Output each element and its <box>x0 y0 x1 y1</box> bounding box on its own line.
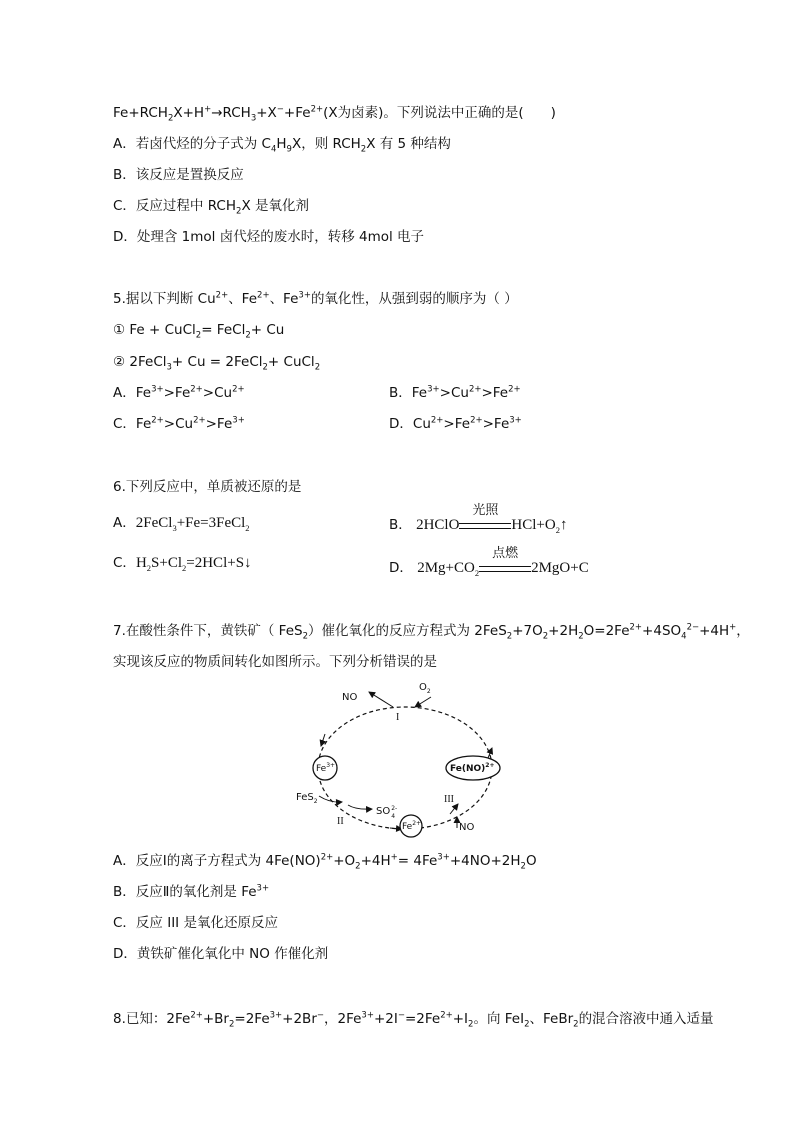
label-reaction-iii: III <box>444 794 454 805</box>
q6-condition-ignite: 点燃 <box>492 546 519 561</box>
q5-option-b: B．$Fe^{3+}>Cu^{2+}>Fe^{2+}$ <box>389 384 521 401</box>
label-no-top: NO <box>342 692 358 703</box>
label-o2: $O_2$ <box>419 682 431 695</box>
q4-option-c: C．反应过程中 $RCH_2X$ 是氧化剂 <box>113 198 309 217</box>
q6-option-a: A．2FeCl$_3$+Fe=3FeCl$_2$ <box>113 515 250 533</box>
q7-option-c: C．反应 III 是氧化还原反应 <box>113 915 278 931</box>
node-fe3: $Fe^{3+}$ <box>316 762 336 774</box>
q6-option-d: D． $2Mg+CO_2$ 点燃 2MgO+C <box>389 546 589 578</box>
q5-stem: 5.据以下判断 $Cu^{2+}$、$Fe^{2+}$、$Fe^{3+}$的氧化性，从强到弱的顺序为（ ） <box>113 290 518 307</box>
node-fe2: $Fe^{2+}$ <box>402 820 422 832</box>
label-no-bottom: NO <box>459 822 475 833</box>
q8-stem: 8.已知：$2Fe^{2+}+Br_2=2Fe^{3+}+2Br^-$，$2Fe^{3+}+2I^-=2Fe^{2+}+I_2$。向 FeI$_2$、FeBr$_2$的混合溶液中通入适量 <box>113 1010 714 1030</box>
q7-option-b: B．反应Ⅱ的氧化剂是 $Fe^{3+}$ <box>113 883 270 900</box>
q7-stem-line1: 7.在酸性条件下，黄铁矿（ FeS$_2$）催化氧化的反应方程式为 $2FeS_2+7O_2+2H_2O=2Fe^{2+}+4SO_4^{2-}+4H^+$， <box>113 622 750 642</box>
q7-option-a: A．反应Ⅰ的离子方程式为 $4Fe(NO)^{2+}+O_2+4H^+= 4Fe^{3+}+4NO+2H_2O$ <box>113 852 537 872</box>
label-fes2: FeS$_2$ <box>296 792 318 805</box>
q7-option-d: D．黄铁矿催化氧化中 NO 作催化剂 <box>113 946 329 962</box>
catalytic-cycle-diagram <box>290 678 520 838</box>
q4-option-d: D．处理含 1mol 卤代烃的废水时，转移 4mol 电子 <box>113 229 425 245</box>
q6-option-b: B． 2HClO 光照 $HCl+O_2↑$ <box>389 503 568 535</box>
label-so4: $SO^{2-}4$ <box>376 805 398 820</box>
label-reaction-ii: II <box>337 816 344 827</box>
q4-option-a: A．若卤代烃的分子式为 $C_4H_9X$，则 $RCH_2X$ 有 5 种结构 <box>113 136 451 155</box>
q5-option-d: D．$Cu^{2+}>Fe^{2+}>Fe^{3+}$ <box>389 415 522 432</box>
q4-stem: $Fe+RCH_2X+H^+\to RCH_3+X^-+Fe^{2+}(X$为卤素)。下列说法中正确的是( ) <box>113 104 556 124</box>
q5-equation-1: ① Fe + CuCl$_2$= FeCl$_2$+ Cu <box>113 322 285 341</box>
q6-condition-light: 光照 <box>472 503 499 518</box>
q7-stem-line2: 实现该反应的物质间转化如图所示。下列分析错误的是 <box>113 654 437 670</box>
q5-equation-2: ② 2FeCl$_3$+ Cu = 2FeCl$_2$+ CuCl$_2$ <box>113 354 321 373</box>
q6-option-c: C．$H_2S+Cl_2=2HCl+S↓$ <box>113 555 252 573</box>
label-reaction-i: I <box>396 712 400 723</box>
q4-option-b: B．该反应是置换反应 <box>113 167 244 183</box>
q5-option-c: C．$Fe^{2+}>Cu^{2+}>Fe^{3+}$ <box>113 415 245 432</box>
node-fe-no: Fe(NO)$^{2+}$ <box>450 762 495 774</box>
q5-option-a: A．$Fe^{3+}>Fe^{2+}>Cu^{2+}$ <box>113 384 245 401</box>
q6-stem: 6.下列反应中，单质被还原的是 <box>113 479 302 495</box>
